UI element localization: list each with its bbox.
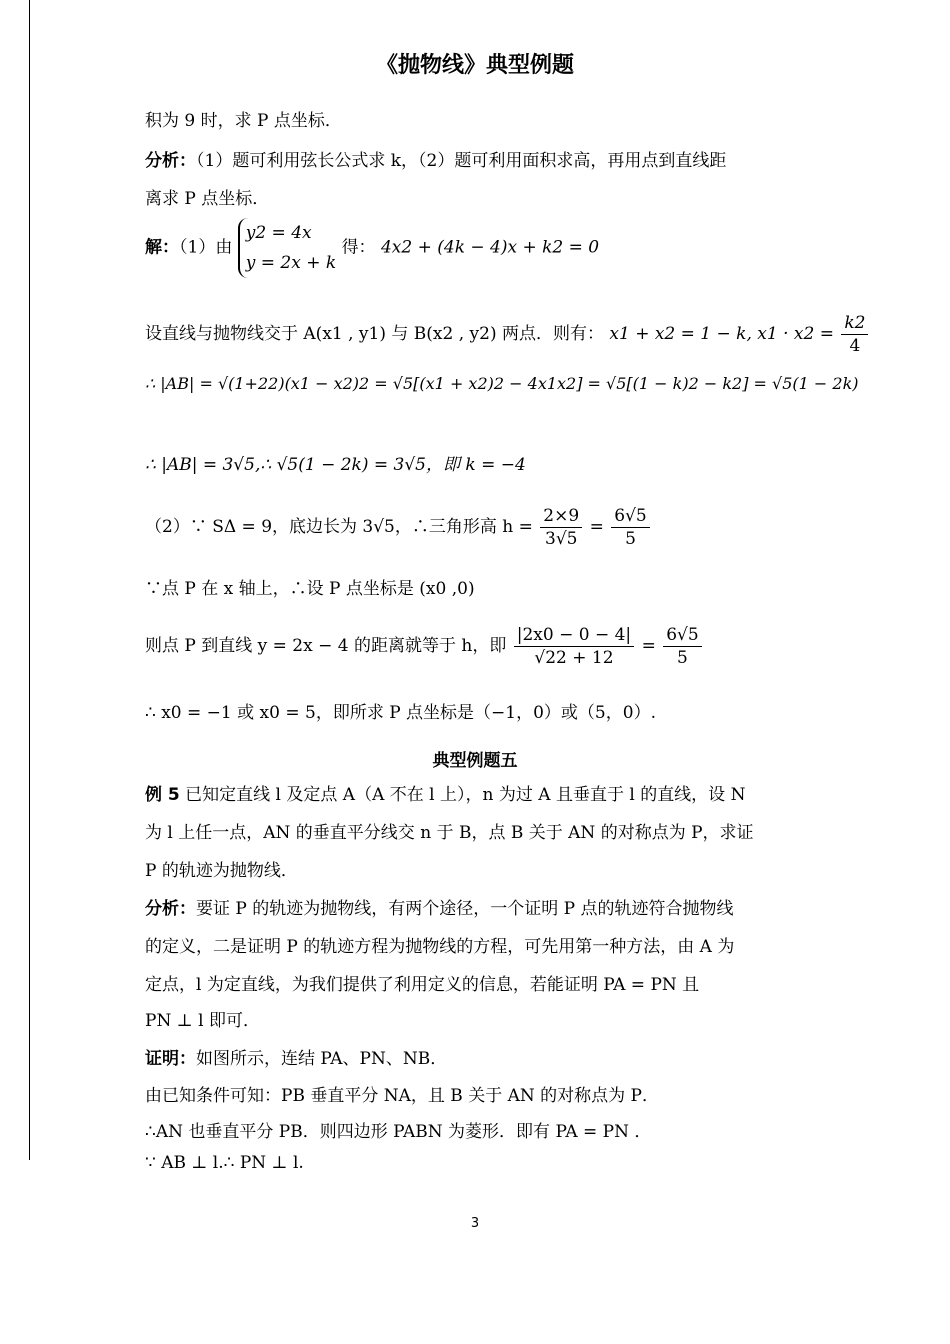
chord-result: ∴ |AB| = 3√5,∴ √5(1 − 2k) = 3√5，即 k = −4	[145, 455, 526, 475]
example-text: 已知定直线 l 及定点 A（A 不在 l 上），n 为过 A 且垂直于 l 的直线，设 N	[185, 785, 746, 805]
proof-paragraph	[145, 1044, 447, 1069]
x-axis-line: ∵点 P 在 x 轴上，∴设 P 点坐标是 (x0 ,0)	[145, 579, 475, 599]
analysis-paragraph	[145, 894, 734, 919]
height-fraction-2	[611, 505, 649, 550]
text-line: 离求 P 点坐标．	[145, 189, 270, 209]
page-title: 《抛物线》典型例题	[375, 53, 574, 78]
example-label: 例 5	[145, 785, 180, 805]
example-line: 为 l 上任一点，AN 的垂直平分线交 n 于 B，点 B 关于 AN 的对称点为 P，求证	[145, 823, 754, 843]
example-paragraph	[145, 780, 745, 805]
analysis-text: 要证 P 的轨迹为抛物线，有两个途径，一个证明 P 点的轨迹符合抛物线	[196, 899, 734, 919]
page-number: 3	[470, 1216, 480, 1231]
system-eq-1: y2 = 4x	[245, 223, 312, 243]
equation-system	[238, 218, 336, 278]
text-line: 积为 9 时，求 P 点坐标．	[145, 111, 342, 131]
solution-label: 解：	[145, 237, 179, 258]
solution-line	[145, 218, 599, 278]
example-line: P 的轨迹为抛物线．	[145, 861, 298, 881]
solution-text: （1）由	[179, 237, 233, 258]
fraction-denominator: 3√5	[545, 529, 578, 549]
distance-value-fraction	[663, 624, 701, 669]
system-eq-2: y = 2x + k	[245, 253, 337, 273]
equals-sign: =	[589, 517, 604, 537]
analysis-label: 分析：	[145, 151, 196, 171]
proof-line: ∵ AB ⊥ l.∴ PN ⊥ l.	[145, 1153, 304, 1173]
proof-line: ∴AN 也垂直平分 PB．则四边形 PABN 为菱形．即有 PA = PN ．	[145, 1122, 652, 1142]
distance-text: 则点 P 到直线 y = 2x − 4 的距离就等于 h，即	[145, 636, 507, 656]
vieta-formula: x1 + x2 = 1 − k, x1 · x2 =	[609, 324, 834, 344]
solution-get: 得：	[341, 237, 376, 258]
equals-sign: =	[641, 636, 656, 656]
fraction-denominator: 5	[677, 648, 688, 668]
proof-text: 如图所示，连结 PA、PN、NB．	[196, 1049, 448, 1069]
analysis-paragraph	[145, 146, 726, 171]
fraction-numerator: 6√5	[663, 624, 701, 647]
fraction-numerator: 2×9	[540, 505, 582, 528]
section-title: 典型例题五	[432, 751, 518, 771]
fraction-denominator: 4	[849, 336, 861, 356]
fraction-numerator: 6√5	[611, 505, 649, 528]
proof-label: 证明：	[145, 1049, 196, 1069]
fraction-numerator: |2x0 − 0 − 4|	[514, 624, 634, 647]
quadratic-equation: 4x2 + (4k − 4)x + k2 = 0	[380, 237, 600, 258]
fraction-denominator: √22 + 12	[534, 648, 614, 668]
left-margin-rule	[29, 0, 30, 1160]
analysis-label: 分析：	[145, 899, 196, 919]
distance-line	[145, 624, 704, 669]
chord-length-formula: ∴ |AB| = √(1+22)(x1 − x2)2 = √5[(x1 + x2)2 − 4x1x2] = √5[(1 − k)2 − k2] = √5(1 − 2k)	[145, 374, 859, 393]
result-line: ∴ x0 = −1 或 x0 = 5，即所求 P 点坐标是（−1，0）或（5，0）.	[145, 703, 656, 723]
fraction-numerator: k2	[841, 312, 868, 335]
height-fraction-1	[540, 505, 582, 550]
part2-text: （2）∵ SΔ = 9，底边长为 3√5，∴三角形高 h =	[145, 517, 533, 537]
distance-fraction	[514, 624, 634, 669]
analysis-line: 定点，l 为定直线，为我们提供了利用定义的信息，若能证明 PA = PN 且	[145, 975, 700, 995]
vieta-fraction	[841, 312, 868, 357]
intersection-text: 设直线与抛物线交于 A(x1 , y1) 与 B(x2 , y2) 两点．则有：	[145, 324, 604, 344]
analysis-line: PN ⊥ l 即可．	[145, 1011, 260, 1031]
analysis-line: 的定义，二是证明 P 的轨迹方程为抛物线的方程，可先用第一种方法，由 A 为	[145, 937, 735, 957]
intersection-line	[145, 312, 870, 357]
part2-line	[145, 505, 652, 550]
analysis-text: （1）题可利用弦长公式求 k，（2）题可利用面积求高，再用点到直线距	[196, 151, 727, 171]
proof-line: 由已知条件可知：PB 垂直平分 NA，且 B 关于 AN 的对称点为 P．	[145, 1086, 659, 1106]
fraction-denominator: 5	[625, 529, 636, 549]
